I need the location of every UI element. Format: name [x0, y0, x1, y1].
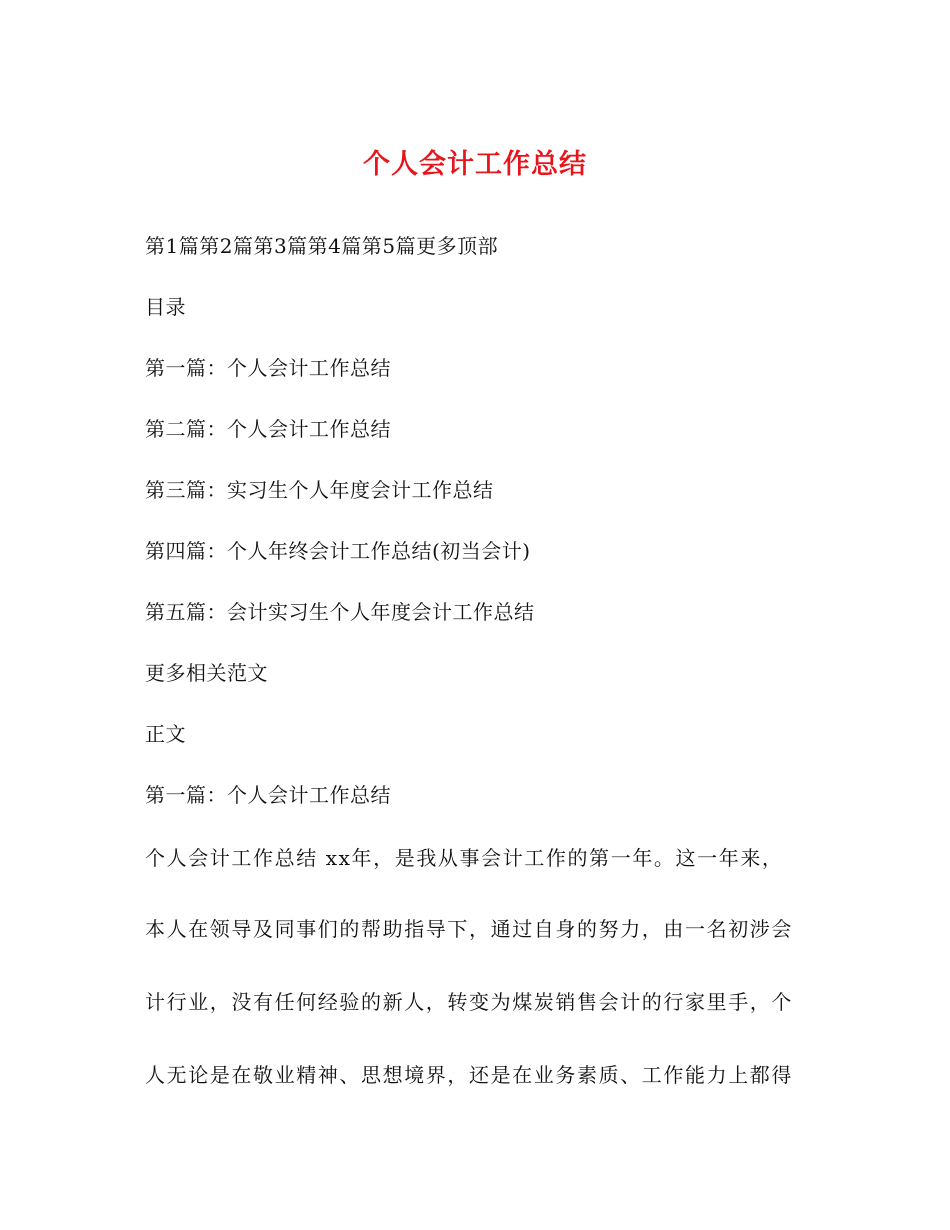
toc-item-3[interactable]: 第三篇：实习生个人年度会计工作总结	[145, 478, 494, 502]
toc-item-5[interactable]: 第五篇：会计实习生个人年度会计工作总结	[145, 600, 535, 624]
body-line-2: 本人在领导及同事们的帮助指导下，通过自身的努力，由一名初涉会	[145, 917, 793, 941]
body-line-1: 个人会计工作总结 xx年，是我从事会计工作的第一年。这一年来，	[145, 846, 784, 870]
toc-item-2[interactable]: 第二篇：个人会计工作总结	[145, 417, 391, 441]
toc-item-4[interactable]: 第四篇：个人年终会计工作总结(初当会计)	[145, 539, 531, 563]
section-title: 第一篇：个人会计工作总结	[145, 783, 391, 807]
section-nav-links[interactable]: 第1篇第2篇第3篇第4篇第5篇更多顶部	[145, 234, 499, 258]
body-line-3: 计行业，没有任何经验的新人，转变为煤炭销售会计的行家里手，个	[145, 990, 793, 1014]
document-title: 个人会计工作总结	[363, 149, 587, 180]
body-heading: 正文	[145, 722, 186, 746]
more-related-link[interactable]: 更多相关范文	[145, 661, 268, 685]
body-line-4: 人无论是在敬业精神、思想境界，还是在业务素质、工作能力上都得	[145, 1063, 793, 1087]
toc-item-1[interactable]: 第一篇：个人会计工作总结	[145, 356, 391, 380]
toc-heading: 目录	[145, 295, 186, 319]
